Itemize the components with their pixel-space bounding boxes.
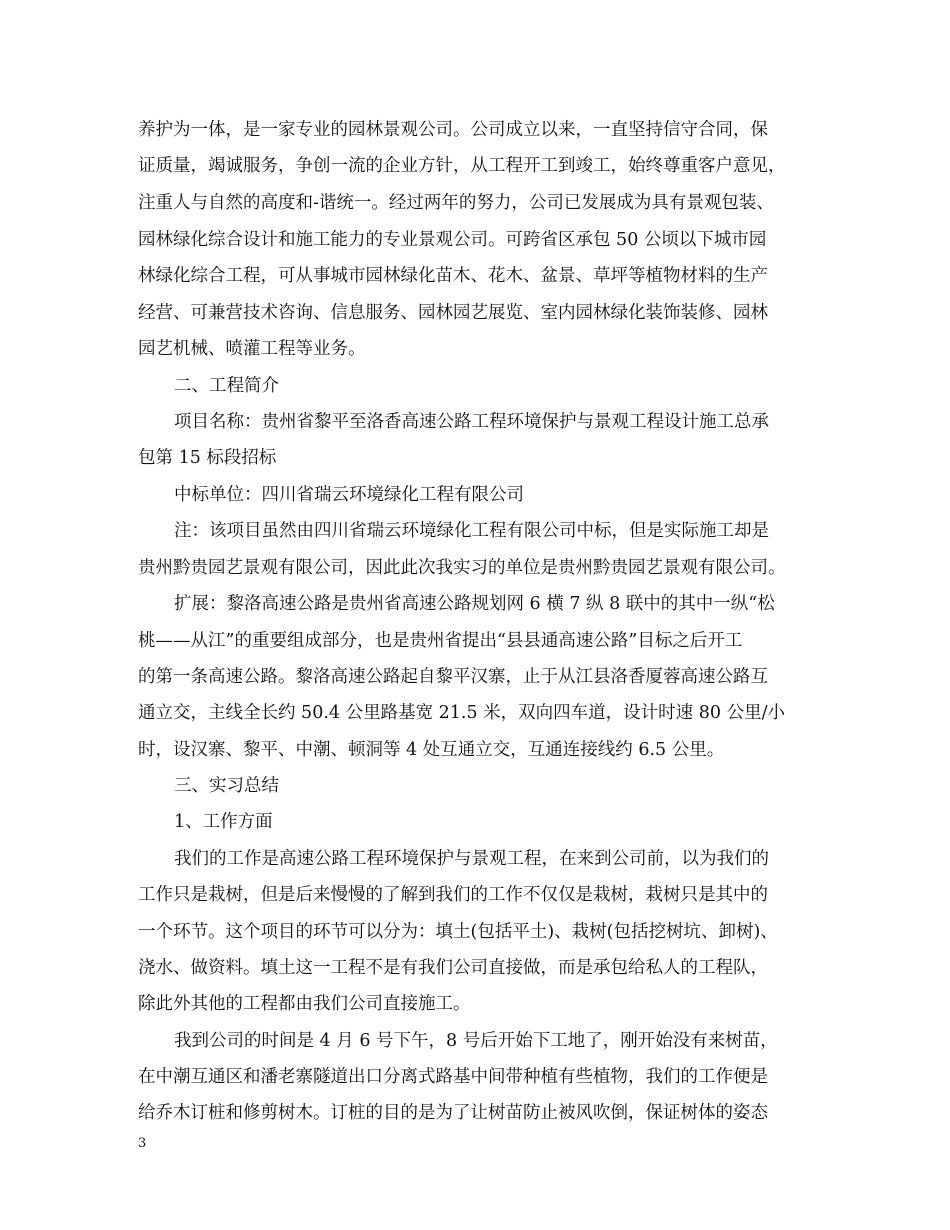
text-line: 桃——从江”的重要组成部分，也是贵州省提出“县县通高速公路”目标之后开工 <box>138 631 743 651</box>
text-line: 注重人与自然的高度和-谐统一。经过两年的努力，公司已发展成为具有景观包装、 <box>138 193 774 213</box>
text-line: 养护为一体，是一家专业的园林景观公司。公司成立以来，一直坚持信守合同，保 <box>138 120 768 140</box>
text-line: 通立交，主线全长约 50.4 公里路基宽 21.5 米，双向四车道，设计时速 80 公里/小 <box>138 703 785 723</box>
page-number: 3 <box>138 1136 147 1151</box>
text-line: 园艺机械、喷灌工程等业务。 <box>138 339 366 359</box>
text-line: 除此外其他的工程都由我们公司直接施工。 <box>138 994 471 1014</box>
text-line: 包第 15 标段招标 <box>138 448 277 468</box>
text-line: 在中潮互通区和潘老寨隧道出口分离式路基中间带种植有些植物，我们的工作便是 <box>138 1067 768 1087</box>
text-line: 园林绿化综合设计和施工能力的专业景观公司。可跨省区承包 50 公顷以下城市园 <box>138 230 767 250</box>
text-line: 给乔木订桩和修剪树木。订桩的目的是为了让树苗防止被风吹倒，保证树体的姿态 <box>138 1103 768 1123</box>
text-line: 工作只是栽树，但是后来慢慢的了解到我们的工作不仅仅是栽树，栽树只是其中的 <box>138 885 768 905</box>
text-line: 林绿化综合工程，可从事城市园林绿化苗木、花木、盆景、草坪等植物材料的生产 <box>138 266 768 286</box>
text-line: 我到公司的时间是 4 月 6 号下午，8 号后开始下工地了，刚开始没有来树苗， <box>174 1031 778 1051</box>
subsection-heading: 1、工作方面 <box>174 812 273 832</box>
text-line: 经营、可兼营技术咨询、信息服务、园林园艺展览、室内园林绿化装饰装修、园林 <box>138 303 768 323</box>
section-heading: 三、实习总结 <box>174 776 279 796</box>
section-heading: 二、工程简介 <box>174 376 279 396</box>
text-line: 我们的工作是高速公路工程环境保护与景观工程，在来到公司前，以为我们的 <box>174 849 769 869</box>
text-line: 贵州黔贵园艺景观有限公司，因此此次我实习的单位是贵州黔贵园艺景观有限公司。 <box>138 558 786 578</box>
text-line: 中标单位：四川省瑞云环境绿化工程有限公司 <box>174 485 524 505</box>
text-line: 的第一条高速公路。黎洛高速公路起自黎平汉寨，止于从江县洛香厦蓉高速公路互 <box>138 667 768 687</box>
text-line: 扩展：黎洛高速公路是贵州省高速公路规划网 6 横 7 纵 8 联中的其中一纵“松 <box>174 594 775 614</box>
text-line: 项目名称：贵州省黎平至洛香高速公路工程环境保护与景观工程设计施工总承 <box>174 412 769 432</box>
text-line: 浇水、做资料。填土这一工程不是有我们公司直接做，而是承包给私人的工程队， <box>138 958 768 978</box>
text-line: 证质量，竭诚服务，争创一流的企业方针，从工程开工到竣工，始终尊重客户意见， <box>138 156 786 176</box>
text-line: 时，设汉寨、黎平、中潮、顿洞等 4 处互通立交，互通连接线约 6.5 公里。 <box>138 740 725 760</box>
text-line: 注：该项目虽然由四川省瑞云环境绿化工程有限公司中标，但是实际施工却是 <box>174 521 769 541</box>
text-line: 一个环节。这个项目的环节可以分为：填土(包括平土)、栽树(包括挖树坑、卸树)、 <box>138 922 778 942</box>
